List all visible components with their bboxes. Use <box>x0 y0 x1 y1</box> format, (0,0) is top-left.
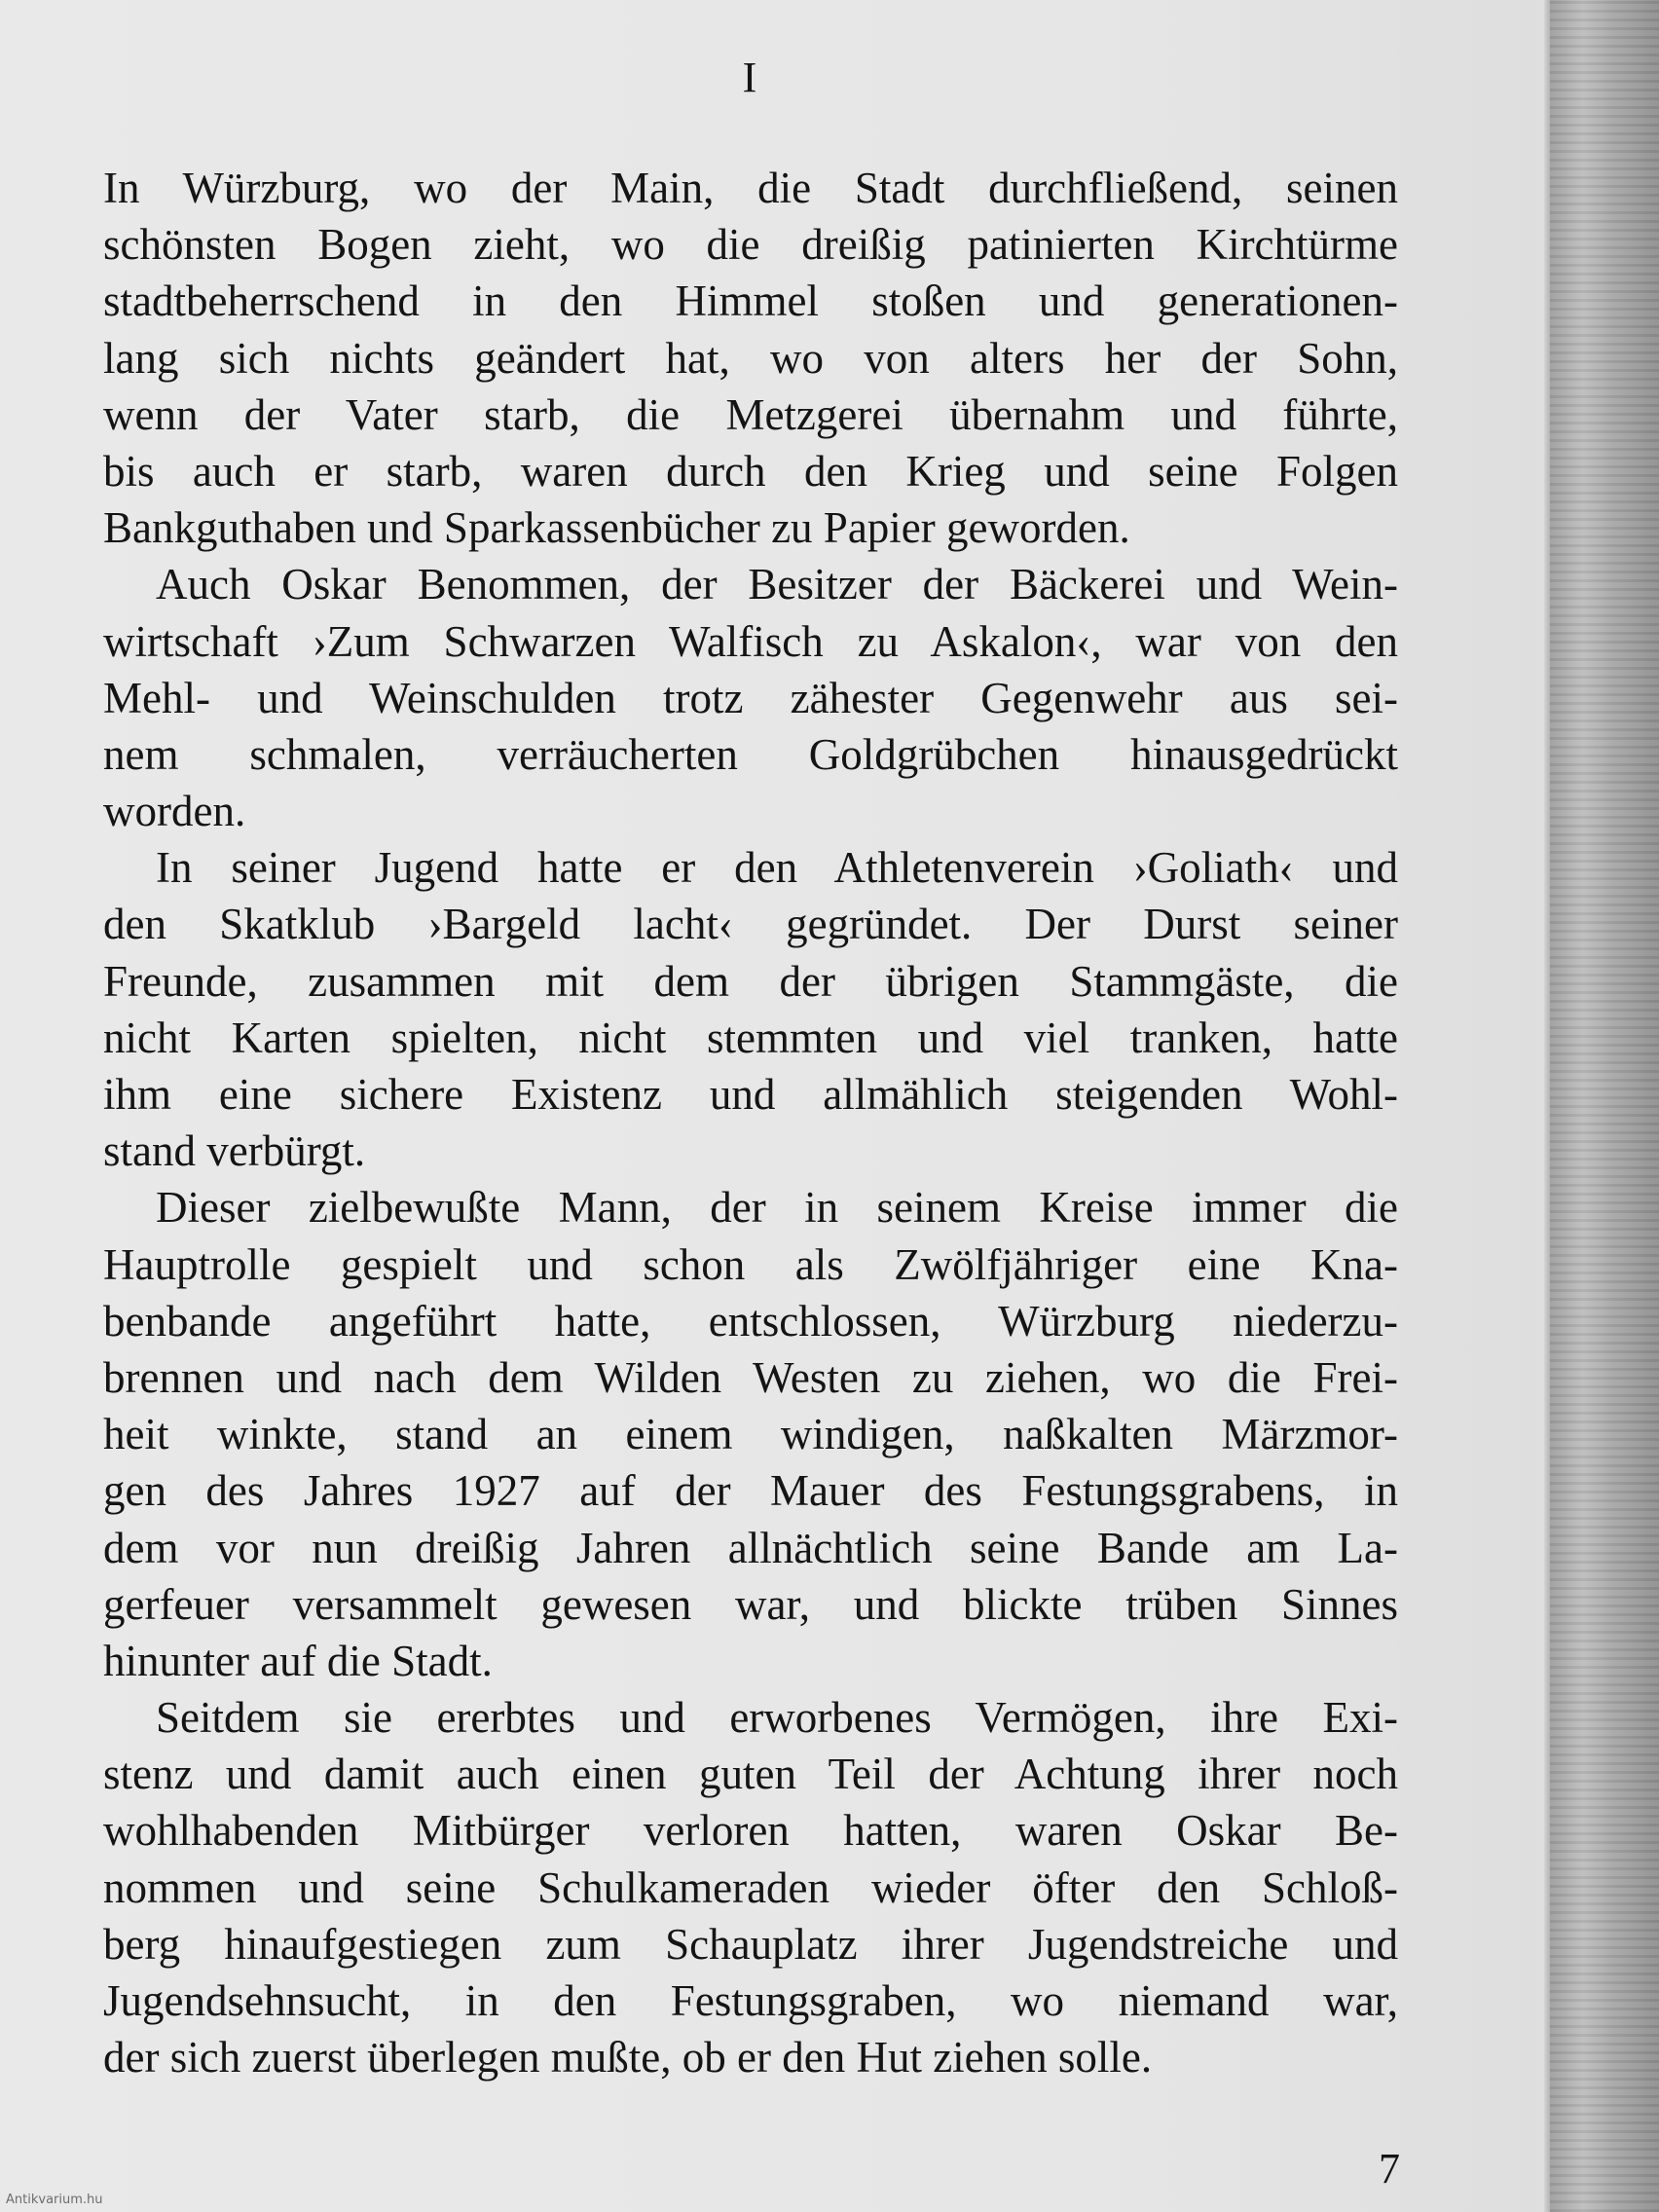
text-line: schönsten Bogen zieht, wo die dreißig patinierten Kirchtürme <box>103 220 1398 270</box>
text-line: hinunter auf die Stadt. <box>103 1636 493 1685</box>
paragraph <box>103 839 1398 1179</box>
text-line: gen des Jahres 1927 auf der Mauer des Festungsgrabens, in <box>103 1466 1398 1516</box>
text-line: Jugendsehnsucht, in den Festungsgraben, wo niemand war, <box>103 1976 1398 2025</box>
text-line: heit winkte, stand an einem windigen, naßkalten Märzmor- <box>103 1410 1398 1459</box>
text-line: wenn der Vater starb, die Metzgerei übernahm und führte, <box>103 389 1398 439</box>
text-line: Auch Oskar Benommen, der Besitzer der Bäckerei und Wein- <box>156 560 1398 609</box>
paragraph <box>103 556 1398 839</box>
text-line: dem vor nun dreißig Jahren allnächtlich seine Bande am La- <box>103 1523 1398 1572</box>
text-line: nicht Karten spielten, nicht stemmten und viel tranken, hatte <box>103 1013 1398 1062</box>
paragraph <box>103 160 1398 556</box>
text-line: stenz und damit auch einen guten Teil der Achtung ihrer noch <box>103 1750 1398 1799</box>
paragraph <box>103 1179 1398 1689</box>
text-line: wohlhabenden Mitbürger verloren hatten, waren Oskar Be- <box>103 1806 1398 1856</box>
text-line: In Würzburg, wo der Main, die Stadt durchfließend, seinen <box>103 164 1398 212</box>
text-line: stand verbürgt. <box>103 1126 366 1176</box>
text-line: Dieser zielbewußte Mann, der in seinem Kreise immer die <box>156 1183 1398 1233</box>
text-line: ihm eine sichere Existenz und allmählich steigenden Wohl- <box>103 1070 1398 1119</box>
text-line: Seitdem sie ererbtes und erworbenes Vermögen, ihre Exi- <box>156 1693 1398 1743</box>
text-line: der sich zuerst überlegen mußte, ob er den Hut ziehen solle. <box>103 2033 1153 2083</box>
text-line: den Skatklub ›Bargeld lacht‹ gegründet. Der Durst seiner <box>103 900 1398 949</box>
text-line: nommen und seine Schulkameraden wieder öfter den Schloß- <box>103 1862 1398 1912</box>
text-line: bis auch er starb, waren durch den Krieg und seine Folgen <box>103 446 1398 496</box>
chapter-numeral: I <box>742 54 757 101</box>
text-line: wirtschaft ›Zum Schwarzen Walfisch zu Askalon‹, war von den <box>103 616 1398 666</box>
paragraph <box>103 1689 1398 2085</box>
watermark: Antikvarium.hu <box>6 2193 103 2207</box>
text-line: berg hinaufgestiegen zum Schauplatz ihrer Jugendstreiche und <box>103 1919 1398 1969</box>
text-line: gerfeuer versammelt gewesen war, und blickte trüben Sinnes <box>103 1579 1398 1629</box>
text-line: brennen und nach dem Wilden Westen zu ziehen, wo die Frei- <box>103 1352 1398 1402</box>
text-line: lang sich nichts geändert hat, wo von alters her der Sohn, <box>103 333 1398 383</box>
text-line: stadtbeherrschend in den Himmel stoßen und generationen- <box>103 276 1398 326</box>
text-line: In seiner Jugend hatte er den Athletenverein ›Goliath‹ und <box>156 843 1398 893</box>
page-margin-strip <box>1550 0 1659 2212</box>
text-line: Mehl- und Weinschulden trotz zähester Gegenwehr aus sei- <box>103 673 1398 722</box>
text-line: Hauptrolle gespielt und schon als Zwölfjähriger eine Kna- <box>103 1239 1398 1289</box>
text-line: worden. <box>103 787 246 836</box>
text-line: nem schmalen, verräucherten Goldgrübchen hinausgedrückt <box>103 729 1398 779</box>
text-line: Freunde, zusammen mit dem der übrigen Stammgäste, die <box>103 956 1398 1006</box>
page-number: 7 <box>1379 2145 1400 2193</box>
text-line: benbande angeführt hatte, entschlossen, Würzburg niederzu- <box>103 1296 1398 1346</box>
text-line: Bankguthaben und Sparkassenbücher zu Papier geworden. <box>103 503 1130 553</box>
body-text <box>103 160 1398 2085</box>
